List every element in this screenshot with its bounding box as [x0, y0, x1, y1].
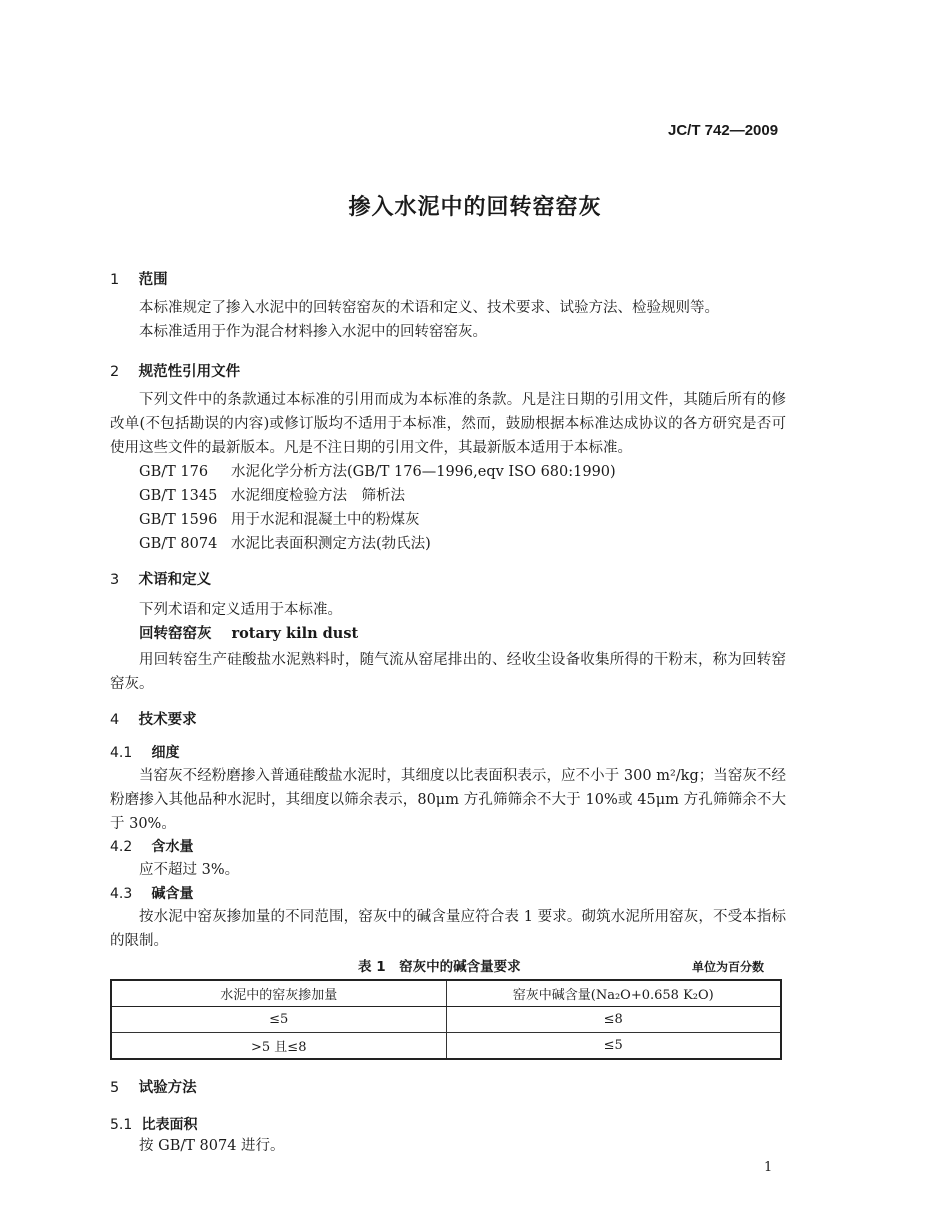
- section-2-heading: [110, 360, 240, 381]
- section-5-heading: [110, 1076, 197, 1097]
- section-number: 3: [110, 572, 120, 588]
- section-title: 试验方法: [138, 1080, 197, 1096]
- reference-title: 用于水泥和混凝土中的粉煤灰: [231, 512, 420, 528]
- section-number: 4.1: [110, 745, 133, 761]
- reference-title: 水泥细度检验方法 筛析法: [231, 488, 405, 504]
- table-cell: >5 且≤8: [111, 1033, 446, 1060]
- table-header-cell: 窑灰中碱含量(Na₂O+0.658 K₂O): [446, 980, 781, 1007]
- table-cell: ≤5: [111, 1007, 446, 1033]
- section-1-heading: [110, 268, 168, 289]
- section-number: 1: [110, 272, 120, 288]
- reference-code: GB/T 176: [139, 464, 209, 480]
- alkali-content-table: [110, 979, 782, 1060]
- table-cell: ≤5: [446, 1033, 781, 1060]
- section-title: 含水量: [151, 839, 194, 855]
- section-number: 4: [110, 712, 120, 728]
- term-definition: 用回转窑生产硅酸盐水泥熟料时，随气流从窑尾排出的、经收尘设备收集所得的干粉末，称为回转窑窑灰。: [110, 652, 786, 692]
- section-number: 5.1: [110, 1117, 133, 1133]
- section-4-3-heading: [110, 883, 193, 903]
- section-4-2-text: 应不超过 3%。: [139, 862, 240, 878]
- reference-title: 水泥化学分析方法(GB/T 176—1996,eqv ISO 680:1990): [231, 464, 616, 480]
- term-chinese: 回转窑窑灰: [139, 626, 212, 642]
- section-4-2-heading: [110, 836, 193, 856]
- reference-item: [139, 508, 420, 532]
- section-title: 范围: [138, 272, 168, 288]
- section-2-paragraph: 下列文件中的条款通过本标准的引用而成为本标准的条款。凡是注日期的引用文件，其随后所有的修改单(不包括勘误的内容)或修订版均不适用于本标准，然而，鼓励根据本标准达成协议的各方研究是否可使用这些文件的最新版本。凡是不注日期的引用文件，其最新版本适用于本标准。: [110, 392, 786, 456]
- reference-code: GB/T 8074: [139, 536, 218, 552]
- section-title: 技术要求: [138, 712, 197, 728]
- section-4-3-text: 按水泥中窑灰掺加量的不同范围，窑灰中的碱含量应符合表 1 要求。砌筑水泥所用窑灰，不受本指标的限制。: [110, 909, 786, 949]
- section-title: 细度: [151, 745, 180, 761]
- section-number: 5: [110, 1080, 120, 1096]
- table-row: [111, 1033, 781, 1060]
- section-title: 术语和定义: [138, 572, 212, 588]
- section-3-paragraph: 下列术语和定义适用于本标准。: [139, 602, 342, 618]
- section-number: 4.3: [110, 886, 133, 902]
- section-5-1-heading: [110, 1114, 197, 1134]
- reference-item: [139, 484, 405, 508]
- section-5-1-text: 按 GB/T 8074 进行。: [139, 1138, 285, 1154]
- reference-item: [139, 460, 616, 484]
- reference-code: GB/T 1345: [139, 488, 218, 504]
- section-number: 4.2: [110, 839, 133, 855]
- section-1-paragraph-1: 本标准规定了掺入水泥中的回转窑窑灰的术语和定义、技术要求、试验方法、检验规则等。: [139, 300, 719, 316]
- table-unit: 单位为百分数: [692, 960, 765, 974]
- document-title: 掺入水泥中的回转窑窑灰: [348, 195, 602, 220]
- section-title: 比表面积: [141, 1117, 198, 1133]
- table-header-row: [111, 980, 781, 1007]
- table-header-cell: 水泥中的窑灰掺加量: [111, 980, 446, 1007]
- page-number: 1: [764, 1160, 773, 1175]
- term-entry: [139, 622, 358, 646]
- table-cell: ≤8: [446, 1007, 781, 1033]
- section-title: 规范性引用文件: [138, 364, 241, 380]
- document-code: JC/T 742—2009: [668, 122, 779, 139]
- section-4-1-text: 当窑灰不经粉磨掺入普通硅酸盐水泥时，其细度以比表面积表示，应不小于 300 m²/kg；当窑灰不经粉磨掺入其他品种水泥时，其细度以筛余表示，80μm 方孔筛筛余不大于 10%或 45μm 方孔筛筛余不大于 30%。: [110, 768, 786, 832]
- reference-item: [139, 532, 431, 556]
- section-title: 碱含量: [151, 886, 194, 902]
- table-title: 表 1 窑灰中的碱含量要求: [358, 959, 521, 975]
- section-1-paragraph-2: 本标准适用于作为混合材料掺入水泥中的回转窑窑灰。: [139, 324, 487, 340]
- term-english: rotary kiln dust: [231, 625, 359, 642]
- section-3-heading: [110, 568, 211, 589]
- reference-code: GB/T 1596: [139, 512, 218, 528]
- section-4-1-heading: [110, 742, 179, 762]
- section-number: 2: [110, 364, 120, 380]
- table-row: [111, 1007, 781, 1033]
- section-4-heading: [110, 708, 197, 729]
- reference-title: 水泥比表面积测定方法(勃氏法): [231, 536, 431, 552]
